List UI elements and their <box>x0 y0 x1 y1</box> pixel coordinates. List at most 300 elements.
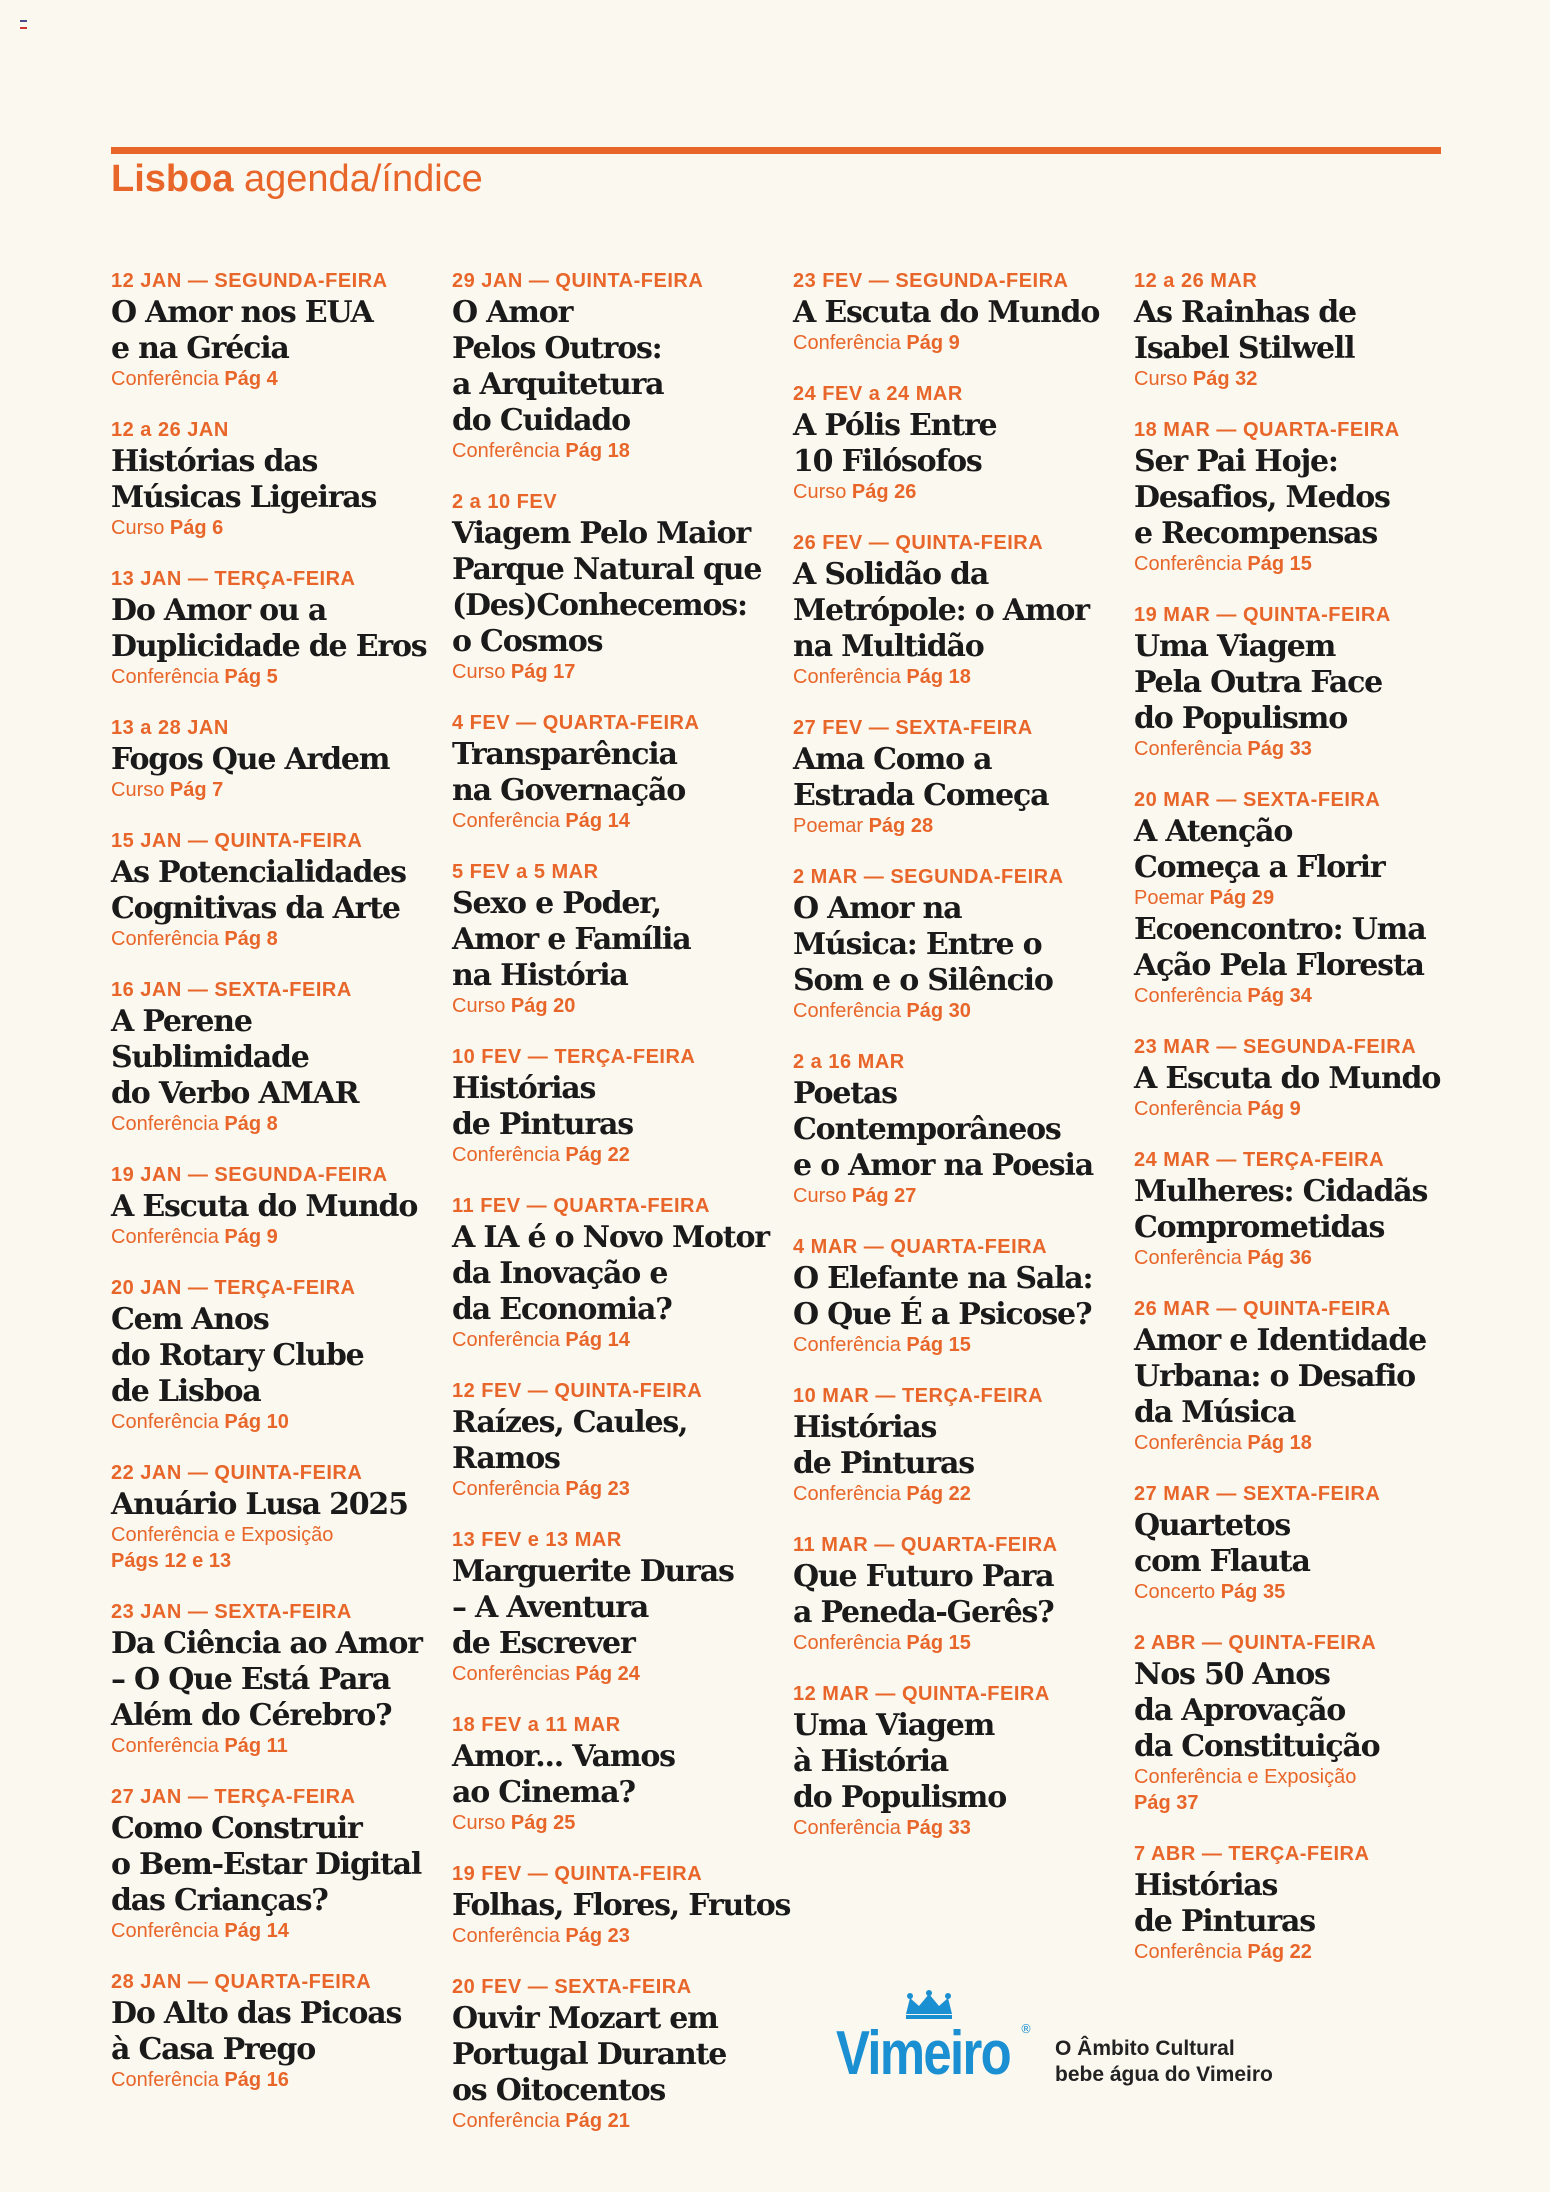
entry-title-line: Urbana: o Desafio <box>1134 1359 1415 1394</box>
entry-type: Conferência <box>793 1000 901 1022</box>
entry-type: Concerto <box>1134 1581 1216 1603</box>
entry-title-line: 10 Filósofos <box>793 444 982 479</box>
agenda-entry[interactable] <box>452 268 772 464</box>
entry-title-line: Amor e Família <box>452 922 691 957</box>
agenda-entry[interactable] <box>793 1681 1113 1841</box>
agenda-entry[interactable] <box>452 489 772 685</box>
entry-page-ref[interactable]: Pág 9 <box>1247 1098 1301 1120</box>
entry-page-ref[interactable]: Pág 18 <box>906 666 971 688</box>
agenda-entry[interactable] <box>1134 1841 1454 1965</box>
entry-title-line: As Potencialidades <box>111 855 406 890</box>
entry-date: 11 MAR — QUARTA-FEIRA <box>793 1534 1058 1556</box>
entry-title-line: Desafios, Medos <box>1134 480 1390 515</box>
entry-meta <box>111 1733 431 1759</box>
entry-date: 4 MAR — QUARTA-FEIRA <box>793 1236 1048 1258</box>
entry-title-line: e na Grécia <box>111 331 289 366</box>
crown-icon <box>902 1990 956 2020</box>
entry-page-ref[interactable]: Pág 37 <box>1134 1792 1199 1814</box>
entry-meta <box>452 1476 772 1502</box>
agenda-entry[interactable] <box>111 1599 431 1759</box>
entry-date: 7 ABR — TERÇA-FEIRA <box>1134 1843 1370 1865</box>
entry-type: Conferência <box>452 2110 560 2132</box>
entry-meta <box>452 1142 772 1168</box>
entry-meta <box>452 2108 772 2134</box>
agenda-entry[interactable] <box>452 1193 772 1353</box>
entry-meta <box>111 664 431 690</box>
entry-page-ref[interactable]: Pág 24 <box>575 1663 640 1685</box>
agenda-entry[interactable] <box>452 1044 772 1168</box>
entry-type: Conferência <box>111 1113 219 1135</box>
entry-title-line: Estrada Começa <box>793 778 1049 813</box>
entry-page-ref[interactable]: Pág 36 <box>1247 1247 1312 1269</box>
entry-title-line: Fogos Que Ardem <box>111 742 390 777</box>
agenda-entry[interactable] <box>1134 1296 1454 1456</box>
entry-title-line: Começa a Florir <box>1134 850 1385 885</box>
agenda-entry[interactable] <box>793 268 1113 356</box>
entry-type: Conferência <box>793 1817 901 1839</box>
entry-page-ref[interactable]: Pág 30 <box>906 1000 971 1022</box>
entry-title-line: Poetas <box>793 1076 897 1111</box>
entry-type: Conferências <box>452 1663 570 1685</box>
agenda-column-1 <box>111 268 431 2118</box>
entry-date: 23 JAN — SEXTA-FEIRA <box>111 1601 352 1623</box>
page-title-rest: agenda/índice <box>233 158 483 200</box>
entry-page-ref[interactable]: Pág 4 <box>224 368 278 390</box>
entry-title-line: Música: Entre o <box>793 927 1042 962</box>
entry-date: 16 JAN — SEXTA-FEIRA <box>111 979 352 1001</box>
entry-date: 13 FEV e 13 MAR <box>452 1529 622 1551</box>
entry-type: Curso <box>793 481 847 503</box>
entry-title-line: da Inovação e <box>452 1256 668 1291</box>
entry-type: Conferência e Exposição <box>111 1524 334 1546</box>
agenda-entry[interactable] <box>1134 602 1454 762</box>
entry-title-line: e o Amor na Poesia <box>793 1148 1093 1183</box>
agenda-entry[interactable] <box>1134 1481 1454 1605</box>
entry-meta <box>793 479 1113 505</box>
agenda-entry[interactable] <box>452 1861 791 1949</box>
entry-date: 18 FEV a 11 MAR <box>452 1714 621 1736</box>
entry-page-ref[interactable]: Pág 23 <box>565 1925 630 1947</box>
entry-type: Conferência <box>452 1478 560 1500</box>
entry-title-line: – A Aventura <box>452 1590 649 1625</box>
entry-page-ref[interactable]: Pág 9 <box>224 1226 278 1248</box>
entry-page-ref[interactable]: Pág 33 <box>906 1817 971 1839</box>
entry-page-ref[interactable]: Pág 9 <box>906 332 960 354</box>
agenda-entry[interactable] <box>793 1383 1113 1507</box>
entry-type: Conferência <box>793 666 901 688</box>
entry-title-line: Músicas Ligeiras <box>111 480 377 515</box>
entry-type: Conferência <box>452 1144 560 1166</box>
entry-page-ref[interactable]: Pág 15 <box>906 1632 971 1654</box>
entry-meta <box>793 1630 1113 1656</box>
entry-date: 11 FEV — QUARTA-FEIRA <box>452 1195 710 1217</box>
entry-title-line: na História <box>452 958 628 993</box>
entry-title-line: A Perene <box>111 1004 252 1039</box>
entry-type: Conferência <box>111 1411 219 1433</box>
entry-date: 24 MAR — TERÇA-FEIRA <box>1134 1149 1385 1171</box>
entry-date: 12 a 26 MAR <box>1134 270 1258 292</box>
agenda-entry[interactable] <box>793 381 1113 505</box>
entry-type: Poemar <box>793 815 864 837</box>
entry-meta <box>1134 1764 1454 1790</box>
entry-title-line: Nos 50 Anos <box>1134 1657 1330 1692</box>
entry-type: Conferência <box>111 2069 219 2091</box>
entry-title-line: da Aprovação <box>1134 1693 1346 1728</box>
footer-tagline <box>1055 2036 1273 2088</box>
agenda-entry[interactable] <box>1134 787 1454 911</box>
entry-page-ref[interactable]: Pág 18 <box>565 440 630 462</box>
entry-meta <box>1134 366 1454 392</box>
entry-title-line: Histórias <box>452 1071 596 1106</box>
entry-date: 12 MAR — QUINTA-FEIRA <box>793 1683 1050 1705</box>
entry-type: Conferência e Exposição <box>1134 1766 1357 1788</box>
entry-title-line: A Escuta do Mundo <box>1134 1061 1441 1096</box>
agenda-entry[interactable] <box>452 1378 772 1502</box>
entry-title-line: o Bem-Estar Digital <box>111 1847 422 1882</box>
entry-meta <box>452 659 772 685</box>
entry-type: Curso <box>793 1185 847 1207</box>
corner-mark <box>20 20 27 29</box>
entry-title-line: na Multidão <box>793 629 984 664</box>
entry-title-line: Parque Natural que <box>452 552 762 587</box>
entry-type: Conferência <box>111 1920 219 1942</box>
entry-page-ref[interactable]: Pág 14 <box>565 810 630 832</box>
agenda-entry[interactable] <box>111 977 431 1137</box>
entry-type: Poemar <box>1134 887 1205 909</box>
entry-title-line: Histórias <box>793 1410 937 1445</box>
agenda-entry[interactable] <box>1134 268 1454 392</box>
entry-date: 15 JAN — QUINTA-FEIRA <box>111 830 363 852</box>
entry-type: Curso <box>111 517 165 539</box>
entry-meta <box>111 777 431 803</box>
entry-meta <box>1134 1939 1454 1965</box>
entry-meta <box>452 1810 772 1836</box>
entry-title-line: do Rotary Clube <box>111 1338 364 1373</box>
entry-page-ref[interactable]: Pág 34 <box>1247 985 1312 1007</box>
agenda-entry[interactable] <box>111 1969 431 2093</box>
agenda-entry[interactable] <box>793 864 1113 1024</box>
entry-title-line: com Flauta <box>1134 1544 1310 1579</box>
entry-title-line: A Escuta do Mundo <box>111 1189 418 1224</box>
entry-type: Curso <box>1134 368 1188 390</box>
registered-icon: ® <box>1020 2022 1032 2036</box>
entry-type: Conferência <box>793 1483 901 1505</box>
entry-page-ref[interactable]: Pág 10 <box>224 1411 289 1433</box>
entry-title-line: Sublimidade <box>111 1040 309 1075</box>
entry-page-ref[interactable]: Pág 22 <box>906 1483 971 1505</box>
entry-page-ref[interactable]: Pág 15 <box>1247 553 1312 575</box>
entry-title-line: ao Cinema? <box>452 1775 635 1810</box>
entry-meta <box>452 438 772 464</box>
entry-page-ref[interactable]: Pág 17 <box>510 661 576 683</box>
entry-type: Conferência <box>1134 1247 1242 1269</box>
entry-title-line: Marguerite Duras <box>452 1554 734 1589</box>
agenda-entry[interactable] <box>111 715 431 803</box>
entry-type: Conferência <box>793 1334 901 1356</box>
entry-title-line: Histórias das <box>111 444 318 479</box>
entry-meta <box>111 1918 431 1944</box>
entry-title-line: Isabel Stilwell <box>1134 331 1355 366</box>
entry-meta <box>1134 551 1454 577</box>
agenda-entry[interactable] <box>111 566 431 690</box>
entry-title-line: Ação Pela Floresta <box>1134 948 1424 983</box>
entry-meta <box>793 813 1113 839</box>
agenda-entry[interactable] <box>452 1712 772 1836</box>
entry-date: 19 FEV — QUINTA-FEIRA <box>452 1863 703 1885</box>
entry-page-ref[interactable]: Pág 32 <box>1192 368 1258 390</box>
entry-date: 27 MAR — SEXTA-FEIRA <box>1134 1483 1381 1505</box>
agenda-column-3 <box>793 268 1113 1866</box>
agenda-column-2 <box>452 268 791 2159</box>
entry-type: Conferência <box>1134 738 1242 760</box>
entry-meta <box>793 1815 1113 1841</box>
entry-title-line: Folhas, Flores, Frutos <box>452 1888 791 1923</box>
entry-meta <box>452 1661 772 1687</box>
entry-type: Curso <box>452 1812 506 1834</box>
entry-meta <box>793 330 1113 356</box>
entry-title-line: a Peneda-Gerês? <box>793 1595 1054 1630</box>
entry-page-ref[interactable]: Pág 7 <box>169 779 224 801</box>
entry-page-ref[interactable]: Pág 8 <box>224 1113 278 1135</box>
entry-title-line: Ramos <box>452 1441 560 1476</box>
entry-title-line: Do Alto das Picoas <box>111 1996 402 2031</box>
agenda-entry[interactable] <box>1134 417 1454 577</box>
entry-meta <box>111 1224 431 1250</box>
agenda-entry[interactable] <box>793 530 1113 690</box>
entry-title-line: O Amor na <box>793 891 962 926</box>
entry-title-line: Da Ciência ao Amor <box>111 1626 422 1661</box>
agenda-entry[interactable] <box>1134 1034 1454 1122</box>
entry-date: 29 JAN — QUINTA-FEIRA <box>452 270 704 292</box>
entry-title-line: O Amor <box>452 295 573 330</box>
entry-title-line: Ouvir Mozart em <box>452 2001 718 2036</box>
entry-meta <box>793 1481 1113 1507</box>
entry-meta <box>452 1923 772 1949</box>
agenda-entry[interactable] <box>793 715 1113 839</box>
entry-date: 4 FEV — QUARTA-FEIRA <box>452 712 700 734</box>
entry-page-ref[interactable]: Pág 6 <box>169 517 224 539</box>
entry-type: Conferência <box>452 1329 560 1351</box>
entry-page-ref[interactable]: Pág 29 <box>1209 887 1275 909</box>
entry-page-ref[interactable]: Pág 16 <box>224 2069 289 2091</box>
entry-meta-page <box>1134 1790 1454 1816</box>
entry-page-ref[interactable]: Pág 22 <box>565 1144 630 1166</box>
agenda-entry[interactable] <box>452 859 772 1019</box>
entry-title-line: do Populismo <box>793 1780 1007 1815</box>
agenda-entry[interactable] <box>1134 1147 1454 1271</box>
entry-title-line: Do Amor ou a <box>111 593 327 628</box>
entry-title-line: os Oitocentos <box>452 2073 666 2108</box>
entry-page-ref[interactable]: Pág 14 <box>565 1329 630 1351</box>
entry-title-line: de Pinturas <box>793 1446 974 1481</box>
page-title <box>111 158 483 201</box>
agenda-entry[interactable] <box>1134 913 1454 1009</box>
agenda-entry[interactable] <box>111 1784 431 1944</box>
entry-title-line: Metrópole: o Amor <box>793 593 1089 628</box>
entry-date: 13 a 28 JAN <box>111 717 229 739</box>
entry-date: 18 MAR — QUARTA-FEIRA <box>1134 419 1400 441</box>
entry-type: Conferência <box>1134 985 1242 1007</box>
entry-type: Curso <box>452 995 506 1017</box>
entry-page-ref[interactable]: Pág 25 <box>510 1812 576 1834</box>
entry-title-line: a Arquitetura <box>452 367 664 402</box>
entry-title-line: A Atenção <box>1134 814 1293 849</box>
entry-page-ref[interactable]: Pág 28 <box>868 815 934 837</box>
entry-date: 12 a 26 JAN <box>111 419 229 441</box>
entry-meta <box>1134 1096 1454 1122</box>
entry-title-line: As Rainhas de <box>1134 295 1356 330</box>
entry-title-line: Pelos Outros: <box>452 331 662 366</box>
entry-date: 19 JAN — SEGUNDA-FEIRA <box>111 1164 388 1186</box>
entry-page-ref[interactable]: Pág 5 <box>224 666 278 688</box>
entry-title-line: O Que É a Psicose? <box>793 1297 1092 1332</box>
entry-type: Curso <box>452 661 506 683</box>
entry-date: 19 MAR — QUINTA-FEIRA <box>1134 604 1391 626</box>
entry-meta <box>111 515 431 541</box>
entry-date: 20 FEV — SEXTA-FEIRA <box>452 1976 692 1998</box>
entry-date: 2 MAR — SEGUNDA-FEIRA <box>793 866 1064 888</box>
entry-page-ref[interactable]: Pág 11 <box>224 1735 288 1757</box>
entry-meta <box>1134 885 1454 911</box>
entry-date: 12 FEV — QUINTA-FEIRA <box>452 1380 703 1402</box>
entry-type: Conferência <box>452 1925 560 1947</box>
entry-page-ref[interactable]: Pág 21 <box>565 2110 630 2132</box>
entry-type: Conferência <box>111 368 219 390</box>
entry-title-line: de Pinturas <box>452 1107 633 1142</box>
entry-type: Curso <box>111 779 165 801</box>
entry-date: 28 JAN — QUARTA-FEIRA <box>111 1971 372 1993</box>
entry-title-line: Uma Viagem <box>1134 629 1336 664</box>
agenda-column-4 <box>1134 268 1454 1990</box>
entry-meta <box>111 2067 431 2093</box>
entry-title-line: Mulheres: Cidadãs <box>1134 1174 1428 1209</box>
entry-title-line: Quartetos <box>1134 1508 1291 1543</box>
entry-type: Conferência <box>1134 1941 1242 1963</box>
entry-title-line: do Cuidado <box>452 403 630 438</box>
entry-date: 5 FEV a 5 MAR <box>452 861 599 883</box>
agenda-entry[interactable] <box>793 1234 1113 1358</box>
entry-date: 26 FEV — QUINTA-FEIRA <box>793 532 1044 554</box>
agenda-entry[interactable] <box>111 268 431 392</box>
agenda-entry[interactable] <box>111 417 431 541</box>
tagline-line-1: O Âmbito Cultural <box>1055 2037 1235 2060</box>
entry-title-line: Como Construir <box>111 1811 362 1846</box>
entry-page-ref[interactable]: Pág 35 <box>1220 1581 1286 1603</box>
entry-meta <box>1134 736 1454 762</box>
entry-page-ref[interactable]: Pág 14 <box>224 1920 289 1942</box>
agenda-entry[interactable] <box>111 828 431 952</box>
entry-title-line: A Escuta do Mundo <box>793 295 1100 330</box>
entry-type: Conferência <box>452 440 560 462</box>
entry-date: 20 MAR — SEXTA-FEIRA <box>1134 789 1381 811</box>
agenda-entry[interactable] <box>793 1532 1113 1656</box>
entry-date: 20 JAN — TERÇA-FEIRA <box>111 1277 356 1299</box>
entry-type: Conferência <box>111 1226 219 1248</box>
entry-title-line: – O Que Está Para <box>111 1662 391 1697</box>
entry-meta <box>1134 983 1454 1009</box>
entry-title-line: Contemporâneos <box>793 1112 1061 1147</box>
entry-type: Conferência <box>1134 553 1242 575</box>
entry-title-line: Cem Anos <box>111 1302 269 1337</box>
entry-page-ref[interactable]: Págs 12 e 13 <box>111 1550 232 1572</box>
agenda-entry[interactable] <box>1134 1630 1454 1816</box>
entry-page-ref[interactable]: Pág 22 <box>1247 1941 1312 1963</box>
agenda-entry[interactable] <box>111 1275 431 1435</box>
entry-meta <box>793 1332 1113 1358</box>
entry-date: 2 a 16 MAR <box>793 1051 905 1073</box>
entry-title-line: Som e o Silêncio <box>793 963 1053 998</box>
vimeiro-wordmark: Vimeiro <box>836 2019 1011 2088</box>
agenda-entry[interactable] <box>452 1527 772 1687</box>
entry-title-line: de Escrever <box>452 1626 635 1661</box>
entry-date: 10 MAR — TERÇA-FEIRA <box>793 1385 1044 1407</box>
entry-title-line: Comprometidas <box>1134 1210 1385 1245</box>
page-title-city: Lisboa <box>111 158 234 200</box>
entry-title-line: Ser Pai Hoje: <box>1134 444 1338 479</box>
entry-type: Conferência <box>1134 1432 1242 1454</box>
entry-page-ref[interactable]: Pág 26 <box>851 481 917 503</box>
entry-date: 23 MAR — SEGUNDA-FEIRA <box>1134 1036 1417 1058</box>
agenda-entry[interactable] <box>111 1460 431 1574</box>
entry-page-ref[interactable]: Pág 33 <box>1247 738 1312 760</box>
entry-title-line: Amor... Vamos <box>452 1739 675 1774</box>
entry-title-line: A Pólis Entre <box>793 408 997 443</box>
entry-title-line: Pela Outra Face <box>1134 665 1383 700</box>
entry-page-ref[interactable]: Pág 27 <box>851 1185 917 1207</box>
entry-meta <box>793 1183 1113 1209</box>
entry-title-line: da Constituição <box>1134 1729 1380 1764</box>
entry-page-ref[interactable]: Pág 15 <box>906 1334 971 1356</box>
entry-title-line: Ama Como a <box>793 742 992 777</box>
entry-date: 12 JAN — SEGUNDA-FEIRA <box>111 270 388 292</box>
entry-title-line: da Música <box>1134 1395 1296 1430</box>
entry-meta-page <box>111 1548 431 1574</box>
entry-title-line: (Des)Conhecemos: <box>452 588 747 623</box>
entry-title-line: da Economia? <box>452 1292 672 1327</box>
entry-title-line: Histórias <box>1134 1868 1278 1903</box>
agenda-entry[interactable] <box>793 1049 1113 1209</box>
entry-title-line: de Pinturas <box>1134 1904 1315 1939</box>
entry-title-line: e Recompensas <box>1134 516 1378 551</box>
entry-page-ref[interactable]: Pág 18 <box>1247 1432 1312 1454</box>
header-rule <box>111 147 1441 154</box>
agenda-entry[interactable] <box>452 710 772 834</box>
entry-title-line: Além do Cérebro? <box>111 1698 392 1733</box>
entry-meta <box>111 1111 431 1137</box>
entry-title-line: Duplicidade de Eros <box>111 629 427 664</box>
entry-meta <box>452 808 772 834</box>
agenda-entry[interactable] <box>111 1162 431 1250</box>
entry-meta <box>1134 1579 1454 1605</box>
entry-date: 10 FEV — TERÇA-FEIRA <box>452 1046 696 1068</box>
entry-title-line: Portugal Durante <box>452 2037 727 2072</box>
entry-page-ref[interactable]: Pág 23 <box>565 1478 630 1500</box>
entry-meta <box>1134 1245 1454 1271</box>
agenda-entry[interactable] <box>452 1974 772 2134</box>
entry-title-line: Ecoencontro: Uma <box>1134 912 1426 947</box>
entry-date: 24 FEV a 24 MAR <box>793 383 963 405</box>
entry-page-ref[interactable]: Pág 20 <box>510 995 576 1017</box>
entry-title-line: O Elefante na Sala: <box>793 1261 1093 1296</box>
entry-date: 22 JAN — QUINTA-FEIRA <box>111 1462 363 1484</box>
entry-page-ref[interactable]: Pág 8 <box>224 928 278 950</box>
entry-title-line: Anuário Lusa 2025 <box>111 1487 408 1522</box>
entry-title-line: o Cosmos <box>452 624 603 659</box>
entry-title-line: A Solidão da <box>793 557 989 592</box>
entry-meta <box>111 1522 431 1548</box>
entry-meta <box>793 664 1113 690</box>
entry-type: Conferência <box>793 1632 901 1654</box>
